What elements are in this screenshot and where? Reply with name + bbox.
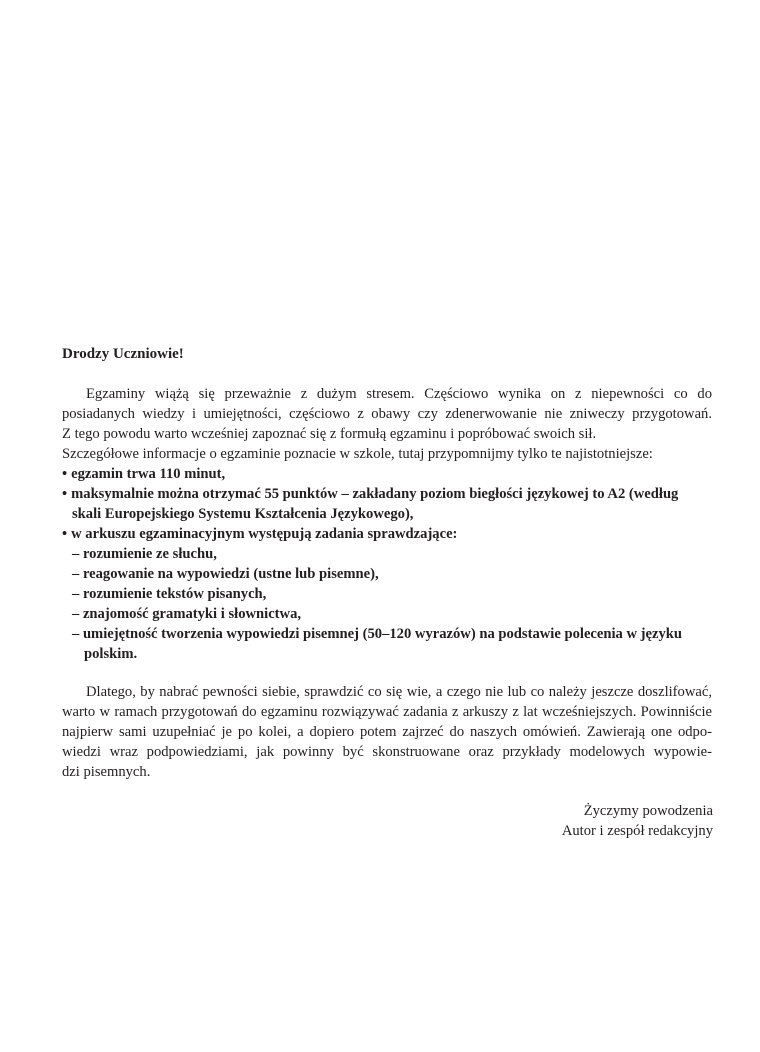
bullet-marker: • (62, 526, 68, 542)
bullet-marker: • (62, 486, 68, 502)
bullet-continuation: skali Europejskiego Systemu Kształcenia Językowego), (72, 506, 414, 522)
bullet-item (62, 484, 712, 504)
outro-line: dzi pisemnych. (62, 764, 151, 780)
bullet-item (62, 524, 712, 544)
signature-block (562, 801, 713, 841)
sub-list-item: – rozumienie tekstów pisanych, (72, 586, 267, 602)
bullet-text: w arkuszu egzaminacyjnym występują zadania sprawdzające: (71, 526, 458, 542)
bullet-text: maksymalnie można otrzymać 55 punktów – zakładany poziom biegłości językowej to A2 (według (71, 486, 679, 502)
outro-section (62, 682, 712, 782)
bullet-marker: • (62, 466, 68, 482)
sub-list-item: – znajomość gramatyki i słownictwa, (72, 606, 302, 622)
intro-line: Szczegółowe informacje o egzaminie poznacie w szkole, tutaj przypomnijmy tylko te najistotniejsze: (62, 446, 653, 462)
intro-line: Z tego powodu warto wcześniej zapoznać się z formułą egzaminu i popróbować swoich sił. (62, 426, 597, 442)
signature-line: Życzymy powodzenia (583, 803, 713, 819)
sub-list-item: – umiejętność tworzenia wypowiedzi pisemnej (50–120 wyrazów) na podstawie polecenia w języku (72, 626, 683, 642)
signature-line: Autor i zespół redakcyjny (561, 823, 713, 839)
outro-line: najpierw sami uzupełniać je po kolei, a dopiero potem zajrzeć do naszych omówień. Zawierają one odpo- (62, 724, 712, 740)
intro-section (62, 384, 712, 664)
outro-line: warto w ramach przygotowań do egzaminu rozwiązywać zadania z arkuszy z lat wcześniejszych. Powinniście (62, 704, 712, 720)
bullet-item (62, 464, 712, 484)
intro-line: posiadanych wiedzy i umiejętności, częściowo z obawy czy zdenerwowanie nie zniweczy przygotowań. (62, 406, 712, 422)
sub-list-continuation: polskim. (84, 646, 138, 662)
sub-list-item: – rozumienie ze słuchu, (72, 546, 217, 562)
intro-line: Egzaminy wiążą się przeważnie z dużym stresem. Częściowo wynika on z niepewności co do (86, 386, 712, 402)
outro-line: Dlatego, by nabrać pewności siebie, sprawdzić co się wie, a czego nie lub co należy jeszcze doszlifować, (86, 684, 712, 700)
greeting-heading: Drodzy Uczniowie! (62, 346, 184, 362)
outro-line: wiedzi wraz podpowiedziami, jak powinny być skonstruowane oraz przykłady modelowych wypowie- (62, 744, 712, 760)
sub-list-item: – reagowanie na wypowiedzi (ustne lub pisemne), (72, 566, 379, 582)
bullet-text: egzamin trwa 110 minut, (71, 466, 226, 482)
